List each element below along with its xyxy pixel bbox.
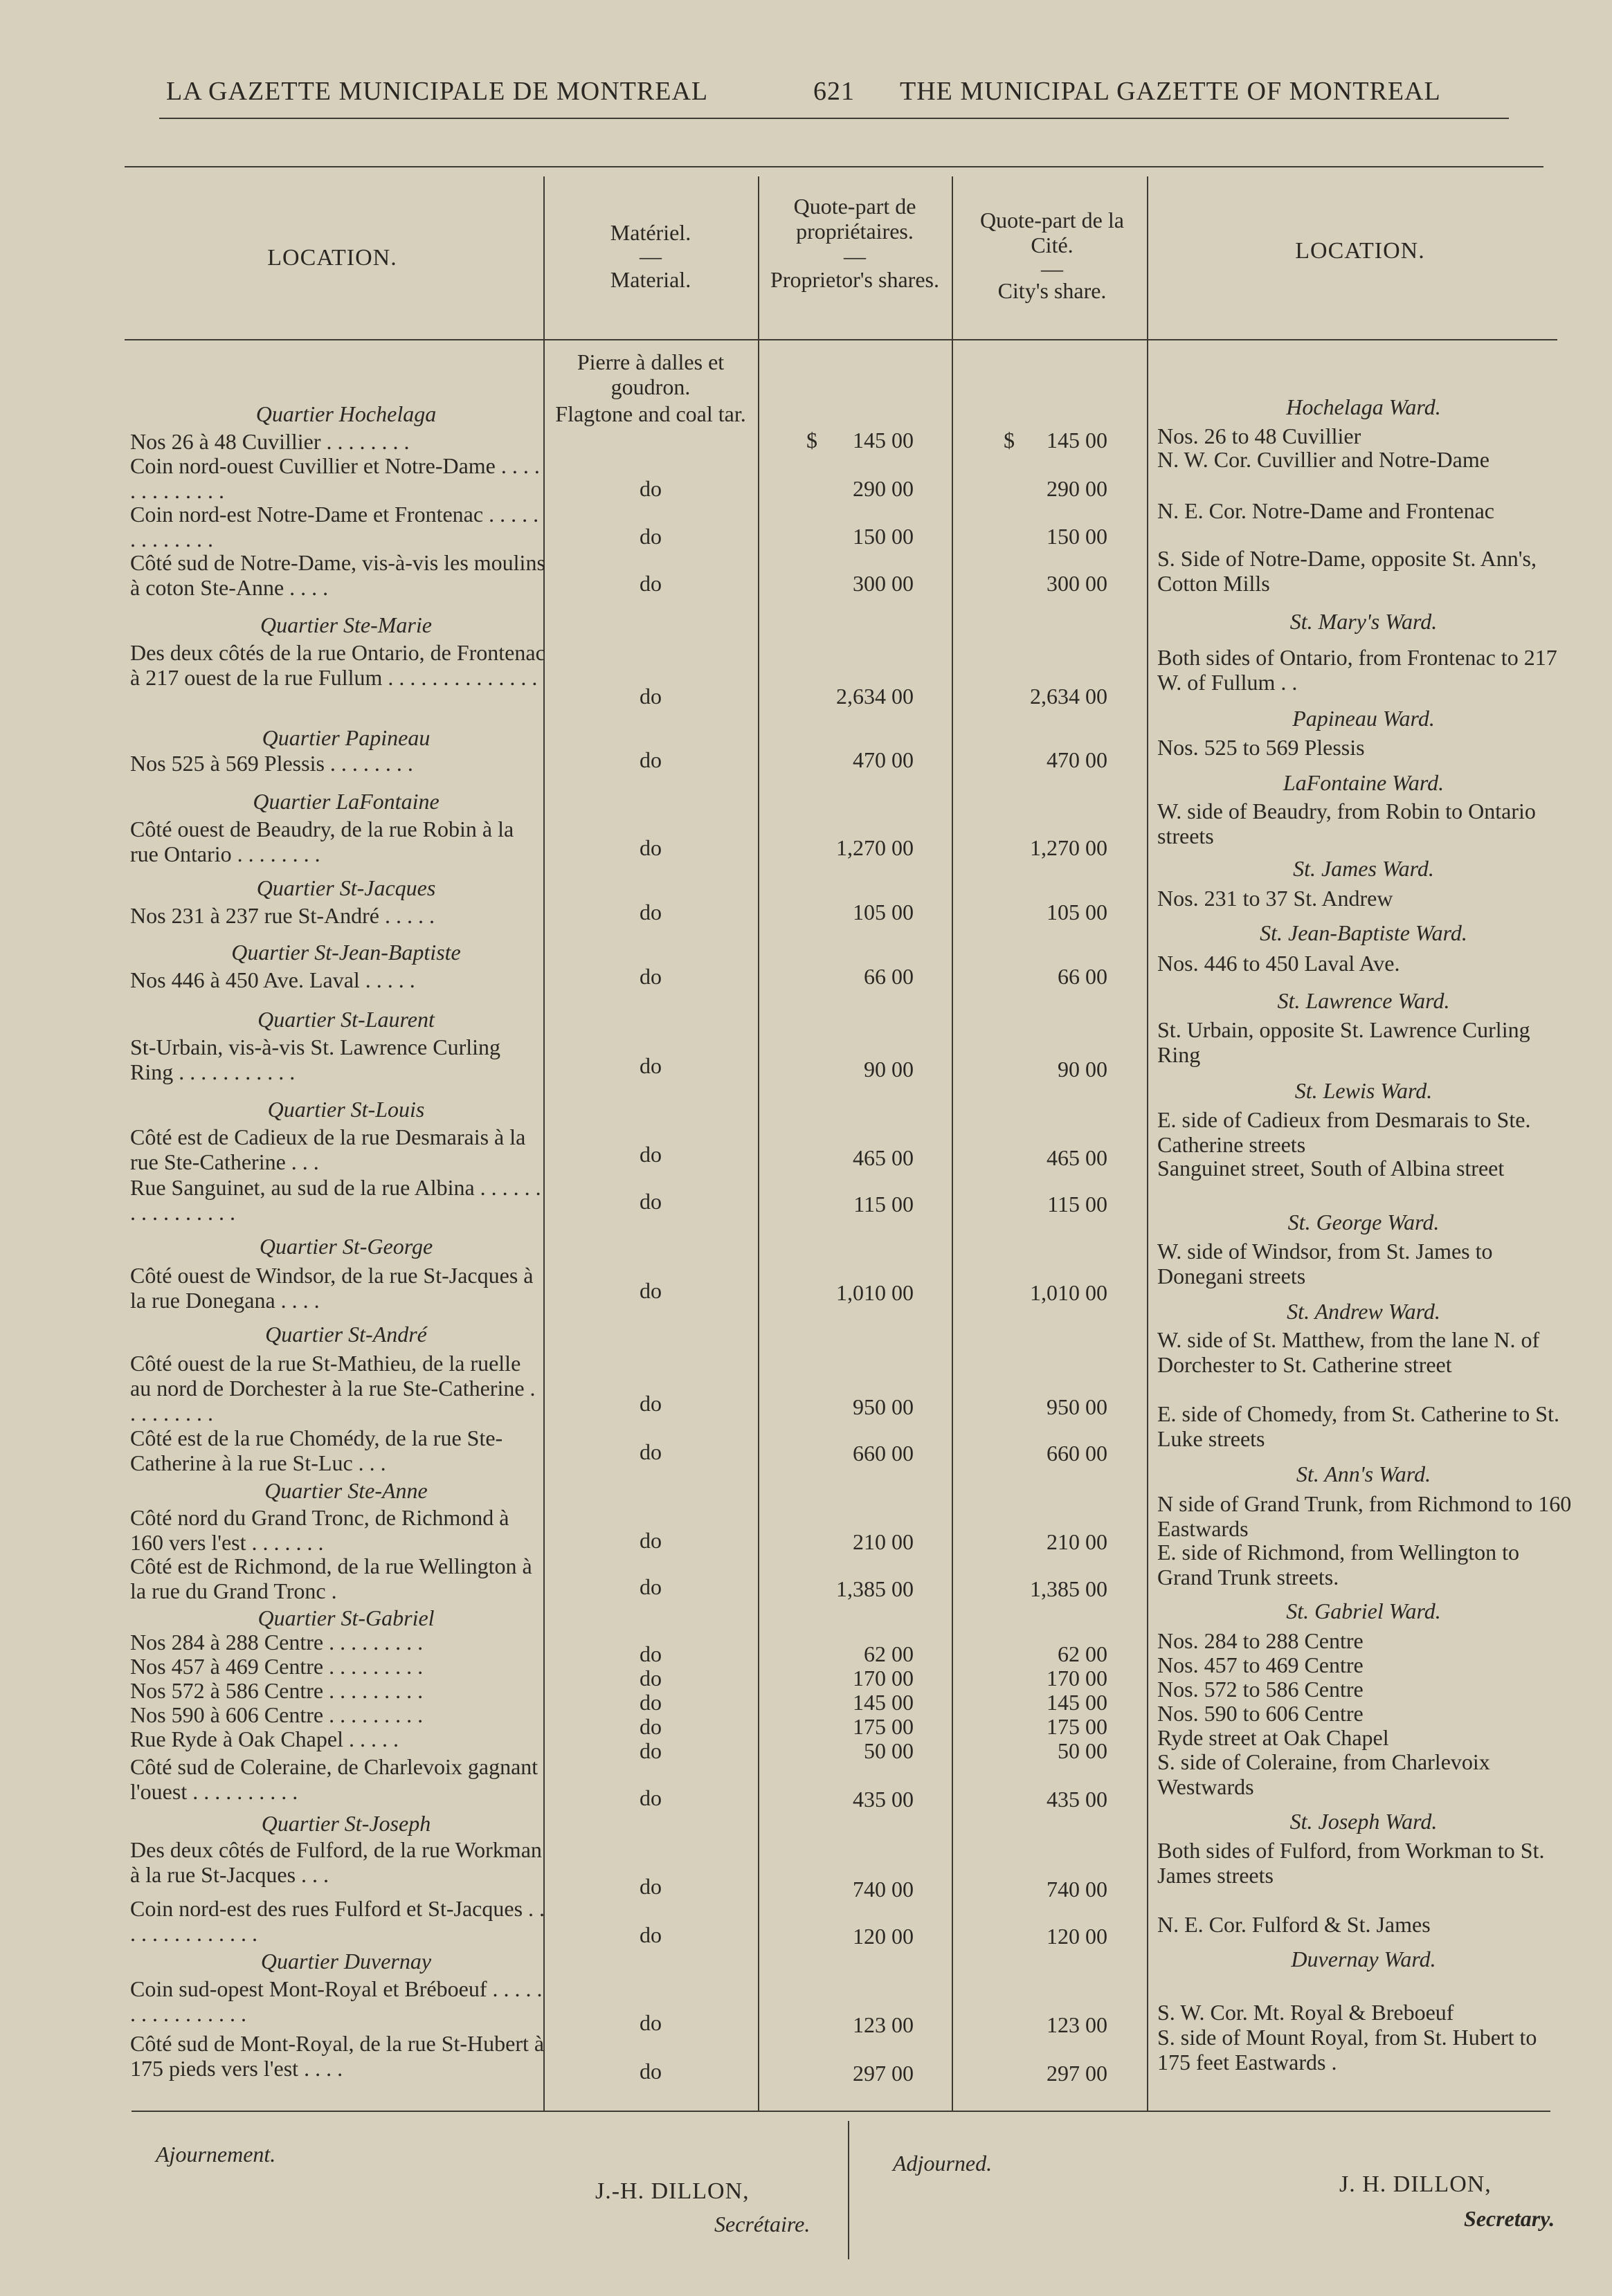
ward-heading-fr: Quartier Hochelaga [255,401,437,426]
location-en: E. side of Cadieux from Desmarais to Ste. Catherine streets [1157,1107,1531,1157]
city-share: 66 00 [1058,964,1107,989]
location-en: N. W. Cor. Cuvillier and Notre-Dame [1157,447,1489,472]
ward-heading-fr: Quartier St-Jacques [256,875,436,900]
table-top-rule [125,166,1543,167]
city-share: 297 00 [1047,2061,1107,2086]
material: do [640,900,662,924]
city-share: 290 00 [1047,476,1107,501]
location-en: Nos. 446 to 450 Laval Ave. [1157,951,1400,976]
location-en: N side of Grand Trunk, from Richmond to 160 Eastwards [1157,1491,1572,1541]
location-fr: Nos 231 à 237 rue St-André . . . . . [130,903,435,928]
ward-heading-en: Duvernay Ward. [1291,1947,1436,1971]
secretary-title-en: Secretary. [1464,2206,1555,2231]
col-material-en: Material. [610,267,691,292]
material: do [640,524,662,549]
location-en: Both sides of Fulford, from Workman to St. James streets [1157,1838,1545,1888]
location-en: S. side of Mount Royal, from St. Hubert to 175 feet Eastwards . [1157,2025,1537,2075]
location-fr: Côté ouest de Beaudry, de la rue Robin à la rue Ontario . . . . . . . . [130,817,514,866]
location-fr: Nos 446 à 450 Ave. Laval . . . . . [130,967,415,992]
owner-share: 90 00 [864,1057,914,1082]
owner-share: 1,010 00 [836,1280,914,1305]
owner-share: 66 00 [864,964,914,989]
location-fr: St-Urbain, vis-à-vis St. Lawrence Curling Ring . . . . . . . . . . . [130,1035,500,1084]
location-en: N. E. Cor. Notre-Dame and Frontenac [1157,498,1494,523]
location-fr: Côté sud de Mont-Royal, de la rue St-Hubert à 175 pieds vers l'est . . . . [130,2031,545,2081]
city-share: 145 00 [1047,428,1107,453]
ward-heading-en: St. Ann's Ward. [1296,1461,1431,1486]
city-share: 950 00 [1047,1394,1107,1419]
material: do [640,1189,662,1214]
ward-heading-en: St. Lawrence Ward. [1277,988,1450,1013]
location-fr: Côté est de la rue Chomédy, de la rue Ste-Catherine à la rue St-Luc . . . [130,1425,503,1475]
owner-share: 470 00 [853,747,914,772]
material: do [640,1641,662,1666]
location-en: Nos. 284 to 288 Centre [1157,1628,1364,1653]
adjourned-en: Adjourned. [893,2151,993,2176]
location-fr: Côté nord du Grand Tronc, de Richmond à 160 vers l'est . . . . . . . [130,1505,509,1555]
ward-heading-en: St. James Ward. [1293,856,1434,881]
col-owners-dash: — [844,244,866,268]
location-fr: Coin nord-est des rues Fulford et St-Jacques . . . . . . . . . . . . . . [130,1896,545,1946]
city-share: 210 00 [1047,1529,1107,1554]
material: do [640,1053,662,1078]
city-share: 2,634 00 [1030,684,1107,709]
location-fr: Rue Ryde à Oak Chapel . . . . . [130,1726,399,1751]
city-share: 465 00 [1047,1145,1107,1170]
header-right: THE MUNICIPAL GAZETTE OF MONTREAL [900,77,1441,106]
divider-2 [758,176,759,2111]
ward-heading-fr: Quartier Ste-Anne [264,1478,428,1503]
owner-share: 175 00 [853,1714,914,1739]
city-share: 115 00 [1047,1192,1107,1217]
ward-heading-fr: Quartier LaFontaine [253,789,440,814]
ward-heading-fr: Quartier St-Gabriel [257,1605,435,1630]
secretary-title-fr: Secrétaire. [714,2212,810,2236]
material: do [640,1574,662,1599]
material: do [640,1738,662,1763]
ward-heading-en: LaFontaine Ward. [1283,770,1445,795]
location-en: St. Urbain, opposite St. Lawrence Curling Ring [1157,1017,1530,1067]
ward-heading-en: St. George Ward. [1287,1210,1440,1234]
divider-3 [952,176,953,2111]
ward-heading-en: St. Mary's Ward. [1289,609,1438,634]
page-number: 621 [813,77,855,106]
col-material-fr: Matériel. [610,220,691,245]
owner-share: 2,634 00 [836,684,914,709]
location-en: Nos. 572 to 586 Centre [1157,1677,1364,1702]
owner-share: 465 00 [853,1145,914,1170]
material-intro-en: Flagtone and coal tar. [555,401,746,426]
ward-heading-fr: Quartier Ste-Marie [260,612,432,637]
ward-heading-en: Papineau Ward. [1292,706,1435,731]
col-city-en: City's share. [997,278,1107,303]
location-en: E. side of Chomedy, from St. Catherine to St. Luke streets [1157,1401,1559,1451]
header-bottom-rule [125,339,1557,340]
ward-heading-fr: Quartier St-André [265,1322,427,1347]
ward-heading-fr: Quartier St-Louis [267,1097,425,1122]
owner-share: 1,270 00 [836,835,914,860]
material: do [640,1142,662,1167]
location-fr: Côté sud de Coleraine, de Charlevoix gagnant l'ouest . . . . . . . . . . [130,1754,538,1804]
city-share: 150 00 [1047,524,1107,549]
location-fr: Côté sud de Notre-Dame, vis-à-vis les moulins à coton Ste-Anne . . . . [130,550,545,600]
location-en: Nos. 231 to 37 St. Andrew [1157,886,1393,911]
ward-heading-fr: Quartier Duvernay [260,1949,432,1974]
location-fr: Nos 26 à 48 Cuvillier . . . . . . . . [130,429,410,454]
owner-share: 170 00 [853,1666,914,1691]
owner-share: 150 00 [853,524,914,549]
ward-heading-fr: Quartier St-Jean-Baptiste [231,940,461,965]
owner-share: 62 00 [864,1641,914,1666]
owner-share: 210 00 [853,1529,914,1554]
material: do [640,571,662,596]
owner-share: 145 00 [853,428,914,453]
divider-4 [1147,176,1148,2111]
city-share: 1,010 00 [1030,1280,1107,1305]
location-fr: Des deux côtés de Fulford, de la rue Workman à la rue St-Jacques . . . [130,1837,542,1887]
location-en: N. E. Cor. Fulford & St. James [1157,1912,1431,1937]
material: do [640,1785,662,1810]
col-material-dash: — [640,244,662,268]
material: do [640,1690,662,1715]
material: do [640,1922,662,1947]
col-city-fr: Quote-part de la Cité. [980,208,1124,257]
city-share: 62 00 [1058,1641,1107,1666]
location-fr: Nos 284 à 288 Centre . . . . . . . . . [130,1630,424,1655]
owner-share: 145 00 [853,1690,914,1715]
owner-share: 435 00 [853,1787,914,1812]
footer-divider [848,2121,849,2259]
location-en: S. Side of Notre-Dame, opposite St. Ann's, Cotton Mills [1157,546,1537,596]
col-location-fr: LOCATION. [267,245,397,271]
city-currency: $ [1004,428,1015,453]
location-en: E. side of Richmond, from Wellington to Grand Trunk streets. [1157,1540,1519,1589]
owner-share: 1,385 00 [836,1576,914,1601]
location-fr: Côté ouest de Windsor, de la rue St-Jacques à la rue Donegana . . . . [130,1263,534,1313]
city-share: 145 00 [1047,1690,1107,1715]
city-share: 470 00 [1047,747,1107,772]
material-intro-fr: Pierre à dalles et goudron. [577,349,725,399]
location-fr: Côté est de Richmond, de la rue Wellington à la rue du Grand Tronc . [130,1554,532,1603]
city-share: 170 00 [1047,1666,1107,1691]
city-share: 300 00 [1047,571,1107,596]
adjourned-fr: Ajournement. [156,2142,276,2167]
owner-share: 740 00 [853,1877,914,1902]
owner-share: 950 00 [853,1394,914,1419]
ward-heading-fr: Quartier St-Joseph [261,1811,431,1836]
owner-share: 297 00 [853,2061,914,2086]
material: do [640,1714,662,1739]
secretary-name-fr: J.-H. DILLON, [595,2178,750,2204]
material: do [640,684,662,709]
ward-heading-en: St. Jean-Baptiste Ward. [1260,920,1467,945]
owner-currency: $ [806,428,817,453]
location-en: Ryde street at Oak Chapel [1157,1725,1389,1750]
location-fr: Coin sud-opest Mont-Royal et Bréboeuf . . . . . . . . . . . . . . . . [130,1976,543,2026]
ward-heading-en: St. Gabriel Ward. [1286,1598,1441,1623]
location-fr: Côté est de Cadieux de la rue Desmarais à la rue Ste-Catherine . . . [130,1124,526,1174]
material: do [640,1278,662,1303]
city-share: 50 00 [1058,1738,1107,1763]
header-rule [159,118,1509,119]
owner-share: 105 00 [853,900,914,924]
owner-share: 115 00 [853,1192,914,1217]
location-en: Both sides of Ontario, from Frontenac to 217 W. of Fullum . . [1157,645,1557,695]
ward-heading-en: St. Andrew Ward. [1287,1299,1440,1324]
city-share: 123 00 [1047,2012,1107,2037]
owner-share: 120 00 [853,1924,914,1949]
location-en: Nos. 590 to 606 Centre [1157,1701,1364,1726]
location-fr: Nos 572 à 586 Centre . . . . . . . . . [130,1678,424,1703]
owner-share: 290 00 [853,476,914,501]
material: do [640,476,662,501]
location-fr: Nos 457 à 469 Centre . . . . . . . . . [130,1654,424,1679]
material: do [640,835,662,860]
col-location-en: LOCATION. [1295,238,1425,264]
location-en: W. side of Beaudry, from Robin to Ontario streets [1157,799,1536,848]
owner-share: 300 00 [853,571,914,596]
location-en: Nos. 457 to 469 Centre [1157,1652,1364,1677]
location-fr: Coin nord-ouest Cuvillier et Notre-Dame . . . . . . . . . . . . . [130,453,540,503]
col-owners-en: Proprietor's shares. [770,267,939,292]
ward-heading-en: St. Joseph Ward. [1289,1809,1438,1834]
location-fr: Des deux côtés de la rue Ontario, de Frontenac à 217 ouest de la rue Fullum . . . . . . . . . . . . . . [130,640,545,690]
city-share: 1,270 00 [1030,835,1107,860]
ward-heading-fr: Quartier St-Laurent [257,1007,435,1032]
city-share: 120 00 [1047,1924,1107,1949]
location-en: Nos. 26 to 48 Cuvillier [1157,423,1361,448]
table-bottom-rule [132,2111,1550,2112]
ward-heading-en: St. Lewis Ward. [1294,1078,1433,1103]
city-share: 1,385 00 [1030,1576,1107,1601]
location-en: Nos. 525 to 569 Plessis [1157,735,1365,760]
location-en: S. W. Cor. Mt. Royal & Breboeuf [1157,2000,1454,2025]
material: do [640,1874,662,1899]
ward-heading-en: Hochelaga Ward. [1286,394,1441,419]
material: do [640,1528,662,1553]
location-fr: Coin nord-est Notre-Dame et Frontenac . . . . . . . . . . . . . [130,502,539,552]
col-owners-fr: Quote-part de propriétaires. [793,194,916,244]
city-share: 740 00 [1047,1877,1107,1902]
ward-heading-fr: Quartier Papineau [262,725,431,750]
city-share: 105 00 [1047,900,1107,924]
city-share: 175 00 [1047,1714,1107,1739]
material: do [640,747,662,772]
city-share: 660 00 [1047,1441,1107,1466]
city-share: 90 00 [1058,1057,1107,1082]
location-fr: Nos 525 à 569 Plessis . . . . . . . . [130,751,413,776]
header-left: LA GAZETTE MUNICIPALE DE MONTREAL [166,77,709,106]
ward-heading-fr: Quartier St-George [259,1234,433,1259]
owner-share: 50 00 [864,1738,914,1763]
col-city-dash: — [1041,256,1063,281]
material: do [640,1391,662,1416]
city-share: 435 00 [1047,1787,1107,1812]
location-en: S. side of Coleraine, from Charlevoix Westwards [1157,1749,1490,1799]
material: do [640,1439,662,1464]
material: do [640,964,662,989]
secretary-name-en: J. H. DILLON, [1339,2171,1492,2197]
location-en: W. side of Windsor, from St. James to Donegani streets [1157,1239,1493,1288]
material: do [640,2010,662,2035]
owner-share: 123 00 [853,2012,914,2037]
location-en: Sanguinet street, South of Albina street [1157,1156,1505,1181]
owner-share: 660 00 [853,1441,914,1466]
location-fr: Côté ouest de la rue St-Mathieu, de la ruelle au nord de Dorchester à la rue Ste-Catherine . . . . . . . . . [130,1351,536,1425]
material: do [640,1666,662,1691]
material: do [640,2059,662,2084]
location-en: W. side of St. Matthew, from the lane N. of Dorchester to St. Catherine street [1157,1327,1540,1377]
location-fr: Rue Sanguinet, au sud de la rue Albina . . . . . . . . . . . . . . . . [130,1175,541,1225]
location-fr: Nos 590 à 606 Centre . . . . . . . . . [130,1702,424,1727]
